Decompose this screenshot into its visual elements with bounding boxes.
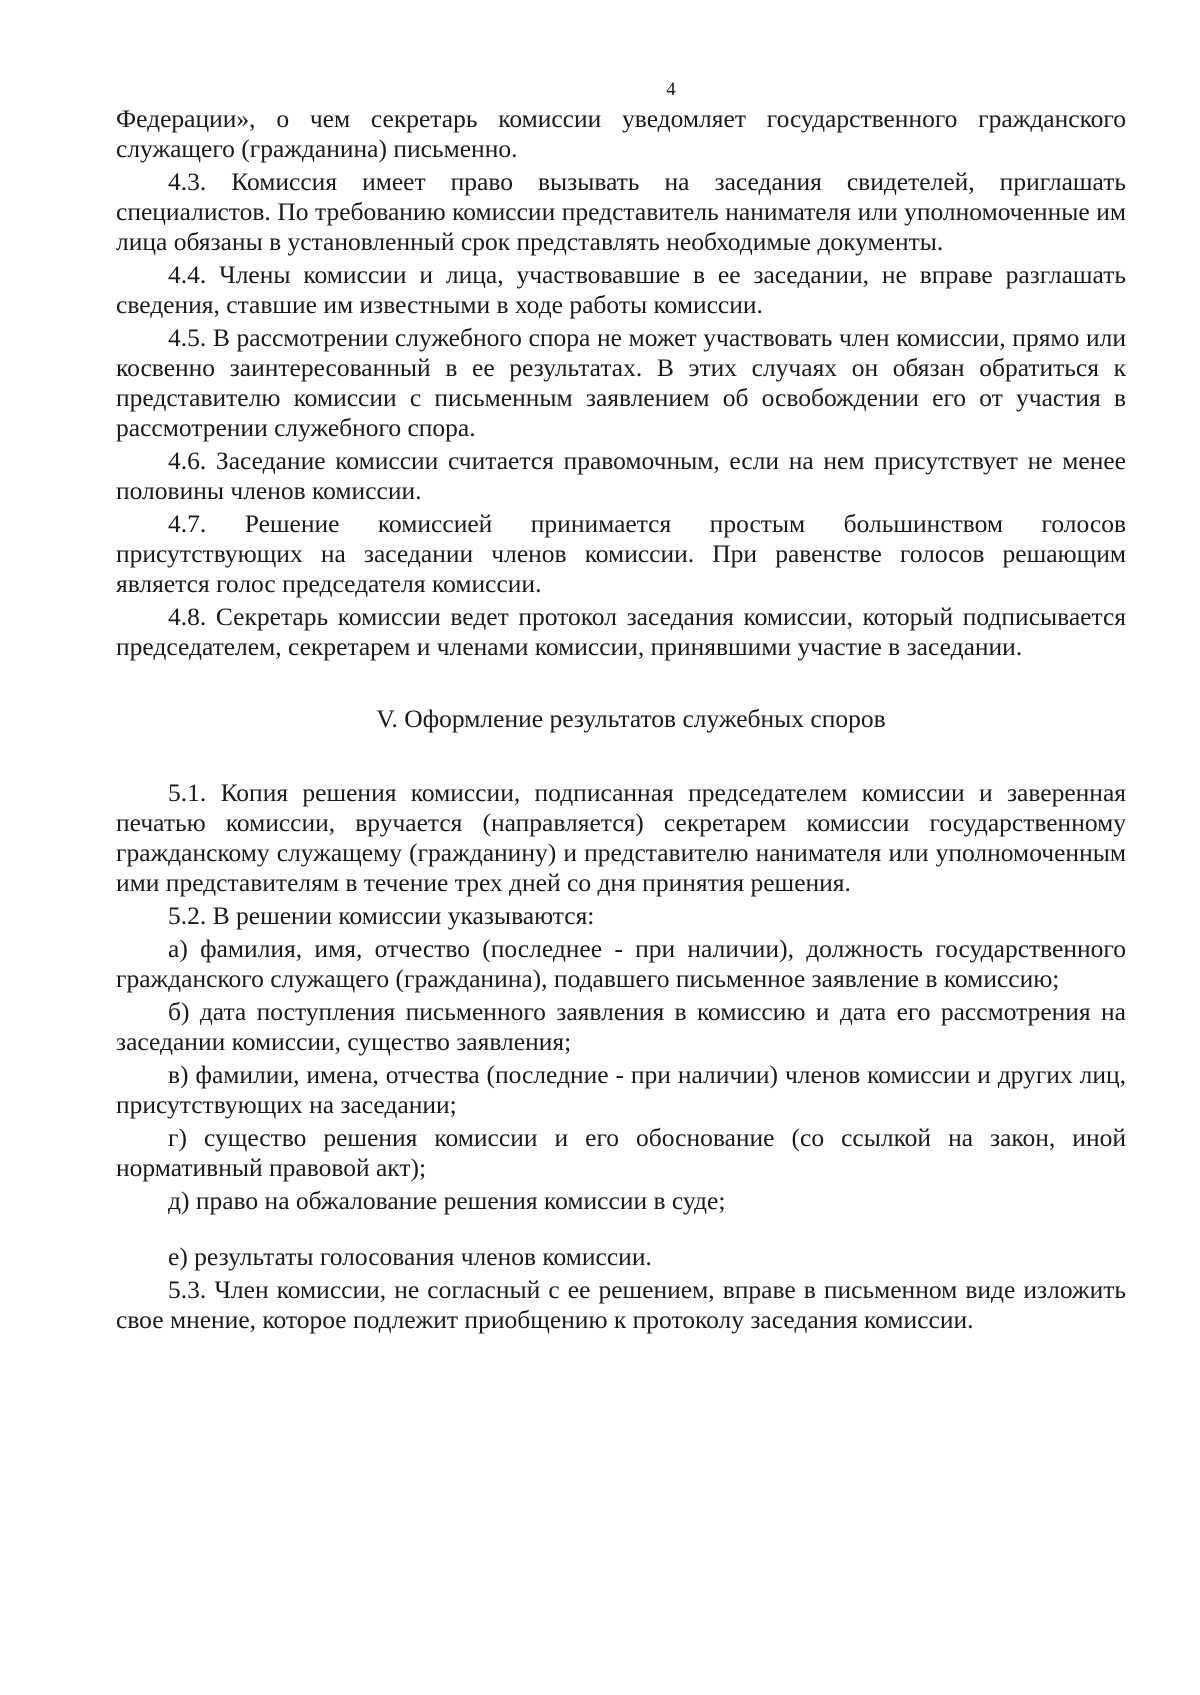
- section-heading: V. Оформление результатов служебных споров: [376, 704, 886, 733]
- paragraph-4-6: 4.6. Заседание комиссии считается правомочным, если на нем присутствует не менее половины членов комиссии.: [116, 446, 1126, 505]
- list-item-d: д) право на обжалование решения комиссии в суде;: [168, 1186, 726, 1215]
- paragraph-5-3: 5.3. Член комиссии, не согласный с ее решением, вправе в письменном виде изложить свое мнение, которое подлежит приобщению к протоколу заседания комиссии.: [116, 1275, 1126, 1334]
- paragraph-4-3: 4.3. Комиссия имеет право вызывать на заседания свидетелей, приглашать специалистов. По требованию комиссии представитель нанимателя или уполномоченные им лица обязаны в установленный срок представлять необходимые документы.: [116, 167, 1126, 256]
- list-item-b: б) дата поступления письменного заявления в комиссию и дата его рассмотрения на заседании комиссии, существо заявления;: [116, 997, 1126, 1056]
- paragraph-4-8: 4.8. Секретарь комиссии ведет протокол заседания комиссии, который подписывается председателем, секретарем и членами комиссии, принявшими участие в заседании.: [116, 602, 1126, 661]
- paragraph-4-7: 4.7. Решение комиссией принимается простым большинством голосов присутствующих на заседании членов комиссии. При равенстве голосов решающим является голос председателя комиссии.: [116, 509, 1126, 598]
- paragraph-5-1: 5.1. Копия решения комиссии, подписанная председателем комиссии и заверенная печатью комиссии, вручается (направляется) секретарем комиссии государственному гражданскому служащему (гражданину) и представителю нанимателя или уполномоченным ими представителям в течение трех дней со дня принятия решения.: [116, 778, 1126, 897]
- list-item-v: в) фамилии, имена, отчества (последние - при наличии) членов комиссии и других лиц, присутствующих на заседании;: [116, 1060, 1126, 1119]
- document-page: [116, 76, 1126, 1335]
- page-number: 4: [666, 79, 676, 100]
- spacer: [116, 1216, 1126, 1242]
- list-item-a: а) фамилия, имя, отчество (последнее - при наличии), должность государственного гражданского служащего (гражданина), подавшего письменное заявление в комиссию;: [116, 934, 1126, 993]
- list-item-e: е) результаты голосования членов комиссии.: [168, 1242, 652, 1271]
- paragraph-continuation: Федерации», о чем секретарь комиссии уведомляет государственного гражданского служащего (гражданина) письменно.: [116, 104, 1126, 163]
- paragraph-4-4: 4.4. Члены комиссии и лица, участвовавшие в ее заседании, не вправе разглашать сведения, ставшие им известными в ходе работы комиссии.: [116, 260, 1126, 319]
- list-item-g: г) существо решения комиссии и его обоснование (со ссылкой на закон, иной нормативный правовой акт);: [116, 1123, 1126, 1182]
- paragraph-4-5: 4.5. В рассмотрении служебного спора не может участвовать член комиссии, прямо или косвенно заинтересованный в ее результатах. В этих случаях он обязан обратиться к представителю комиссии с письменным заявлением об освобождении его от участия в рассмотрении служебного спора.: [116, 323, 1126, 442]
- paragraph-5-2: 5.2. В решении комиссии указываются:: [168, 901, 595, 930]
